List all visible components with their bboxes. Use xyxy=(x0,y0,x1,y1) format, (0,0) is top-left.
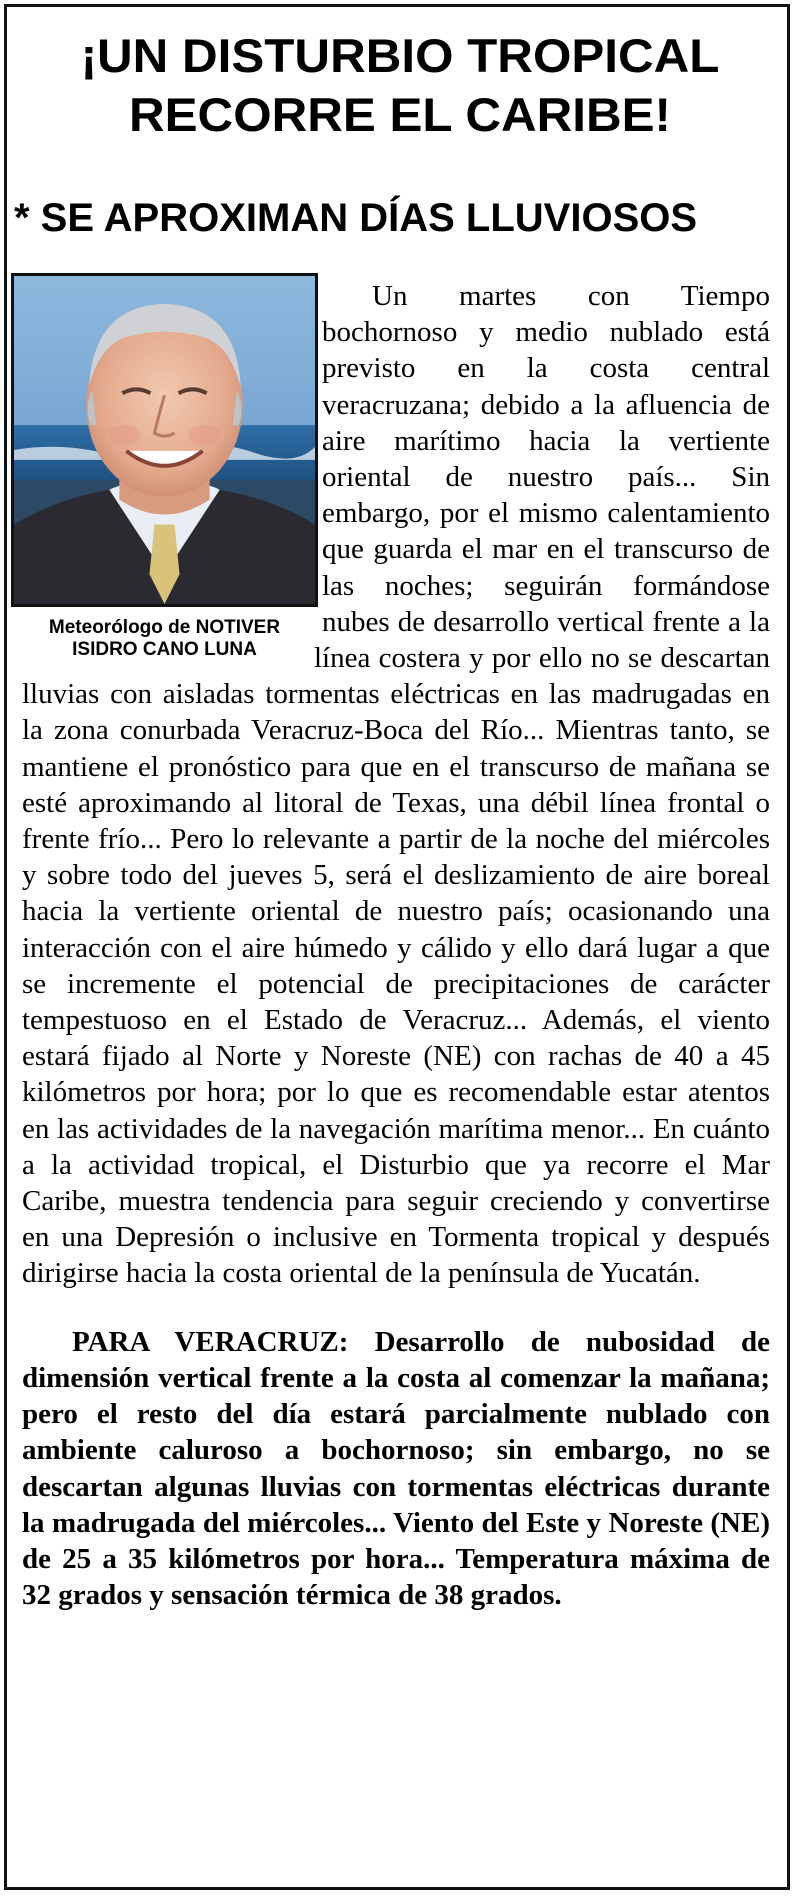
headline-line-2: RECORRE EL CARIBE! xyxy=(129,88,671,141)
caption-spacer xyxy=(22,618,314,674)
photo-spacer xyxy=(22,278,322,618)
article-body xyxy=(22,278,770,1613)
subheadline: * SE APROXIMAN DÍAS LLUVIOSOS xyxy=(14,196,698,240)
forecast-paragraph: PARA VERACRUZ: Desarrollo de nubosidad de dimensión vertical frente a la costa al comenzar la mañana; pero el resto del día estará parcialmente nublado con ambiente caluroso a bochornoso; sin embargo, no se descartan algunas lluvias con tormentas eléctricas durante la madrugada del miércoles... Viento del Este y Noreste (NE) de 25 a 35 kilómetros por hora... Temperatura máxima de 32 grados y sensación térmica de 38 grados. xyxy=(22,1325,770,1612)
caption-name: ISIDRO CANO LUNA xyxy=(72,639,257,660)
caption-title: Meteorólogo de NOTIVER xyxy=(48,617,281,638)
headline-line-1: ¡UN DISTURBIO TROPICAL xyxy=(80,29,720,82)
article-paragraph: Un martes con Tiempo bochornoso y medio nublado está previsto en la costa central veracruzana; debido a la afluencia de aire marítimo hacia la vertiente oriental de nuestro país... Sin embargo, por el mismo calentamiento que guarda el mar en el transcurso de las noches; seguirán formándose nubes de desarrollo vertical frente a la línea costera y por ello no se descartan lluvias con aisladas tormentas eléctricas en las madrugadas en la zona conurbada Veracruz-Boca del Río... Mientras tanto, se mantiene el pronóstico para que en el transcurso de mañana se esté aproximando al litoral de Texas, una débil línea frontal o frente frío... Pero lo relevante a partir de la noche del miércoles y sobre todo del jueves 5, será el deslizamiento de aire boreal hacia la vertiente oriental de nuestro país; ocasionando una interacción con el aire húmedo y cálido y ello dará lugar a que se incremente el potencial de precipitaciones de carácter tempestuoso en el Estado de Veracruz... Además, el viento estará fijado al Norte y Noreste (NE) con rachas de 40 a 45 kilómetros por hora; por lo que es recomendable estar atentos en las actividades de la navegación marítima menor... En cuánto a la actividad tropical, el Disturbio que ya recorre el Mar Caribe, muestra tendencia para seguir creciendo y convertirse en una Depresión o inclusive en Tormenta tropical y después dirigirse hacia la costa oriental de la península de Yucatán. xyxy=(22,280,770,1290)
headline xyxy=(0,26,800,144)
